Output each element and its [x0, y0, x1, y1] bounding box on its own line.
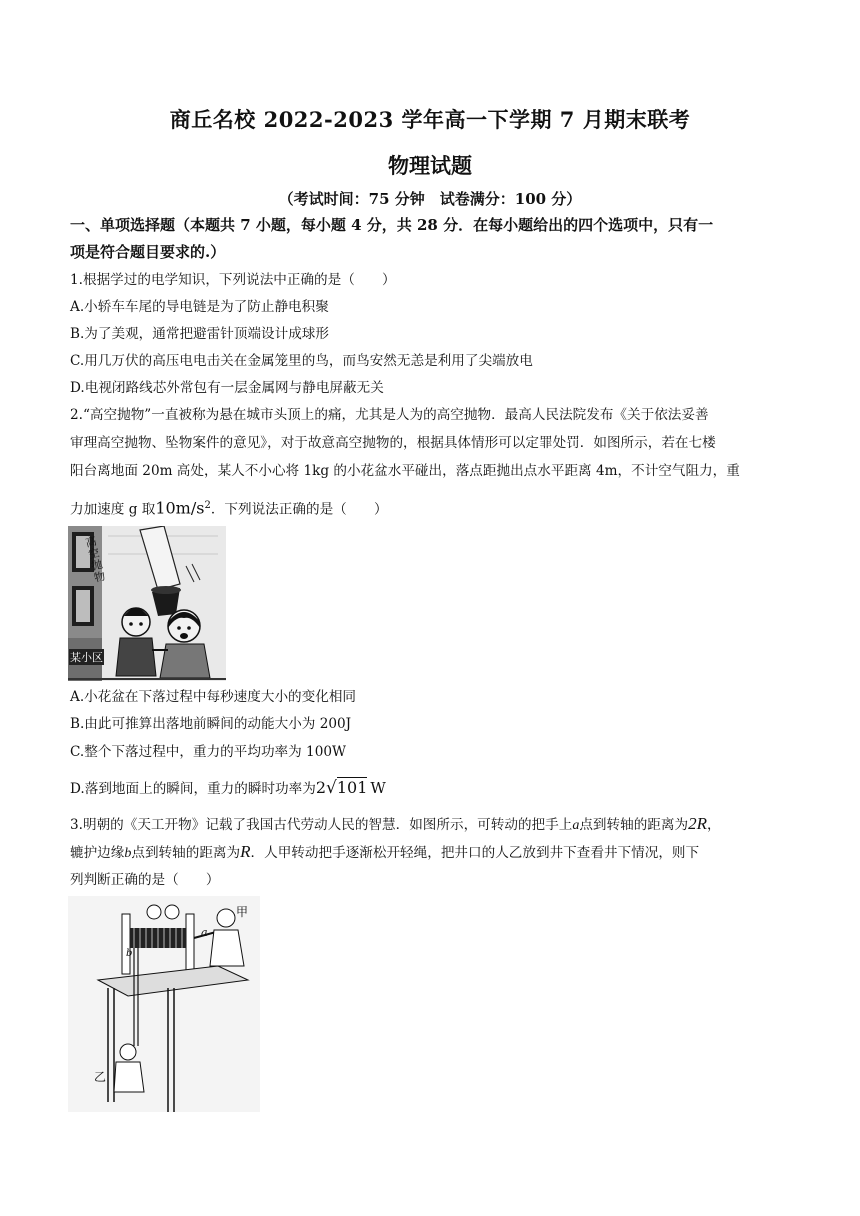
q2-option-d-radicand: 101: [336, 778, 368, 797]
exam-title: 商丘名校 2022-2023 学年高一下学期 7 月期末联考: [169, 107, 691, 132]
q3-point-b: b: [124, 846, 132, 861]
q2-figure-label: 某小区: [70, 651, 103, 664]
q2-stem-line4: [70, 497, 795, 519]
q2-stem-line3: 阳台离地面 20m 高处，某人不小心将 1kg 的小花盆水平碰出，落点距抛出点水平距离 4m，不计空气阻力，重: [70, 463, 740, 479]
section1-heading-line1: 一、单项选择题（本题共 7 小题，每小题 4 分，共 28 分．在每小题给出的四个选项中，只有一: [70, 216, 714, 234]
q3-stem-line2: [70, 843, 795, 863]
q2-option-d-text: D.落到地面上的瞬间，重力的瞬时功率为: [70, 781, 316, 797]
q3-stem-line2-mid: 点到转轴的距离为: [131, 845, 241, 861]
q3-stem-line2-pre: 辘护边缘: [70, 845, 125, 861]
q3-stem-line1: [70, 815, 795, 835]
q2-gravity-value: 10m/s: [155, 498, 205, 518]
q3-figure-label-jia: 甲: [236, 905, 249, 919]
q3-figure-label-yi: 乙: [94, 1070, 107, 1084]
q1-option-c: C.用几万伏的高压电电击关在金属笼里的鸟，而鸟安然无恙是利用了尖端放电: [70, 353, 533, 369]
q3-point-a: a: [572, 818, 580, 833]
q2-option-d-coefficient: 2: [315, 778, 327, 797]
q2-option-d: [70, 779, 795, 798]
q1-stem: 1.根据学过的电学知识，下列说法中正确的是（ ）: [70, 272, 396, 288]
q3-stem-line1-mid: 点到转轴的距离为: [579, 817, 689, 833]
q3-figure-label-a: a: [201, 926, 208, 939]
q1-option-d: D.电视闭路线芯外常包有一层金属网与静电屏蔽无关: [70, 380, 384, 396]
q3-distance-r: R: [240, 842, 251, 861]
exam-subtitle: 物理试题: [388, 153, 472, 178]
q3-figure-label-b: b: [126, 948, 133, 959]
q2-stem-line4-post: ．下列说法正确的是（ ）: [210, 501, 388, 518]
q1-option-b: B.为了美观，通常把避雷针顶端设计成球形: [70, 326, 329, 342]
q3-stem-line2-post: ．人甲转动把手逐渐松开轻绳，把井口的人乙放到井下查看井下情况，则下: [250, 845, 700, 861]
q2-option-a: A.小花盆在下落过程中每秒速度大小的变化相同: [70, 689, 357, 705]
q2-option-b: B.由此可推算出落地前瞬间的动能大小为 200J: [70, 716, 352, 732]
q3-stem-line3: 列判断正确的是（ ）: [70, 872, 220, 888]
q3-distance-2r: 2R: [688, 814, 707, 833]
q1-option-a: A.小轿车车尾的导电链是为了防止静电积聚: [70, 299, 329, 315]
sqrt-icon: √: [326, 778, 337, 798]
q2-stem-line4-pre: 力加速度 g 取: [70, 501, 156, 518]
section1-heading-line2: 项是符合题目要求的.）: [70, 243, 226, 261]
q3-stem-line1-pre: 3.明朝的《天工开物》记载了我国古代劳动人民的智慧．如图所示，可转动的把手上: [70, 817, 573, 833]
q2-figure-sign: 高空抛物: [84, 534, 107, 585]
q2-option-d-unit: W: [370, 779, 386, 797]
q3-stem-line1-post: ，: [706, 817, 721, 833]
q2-option-c: C.整个下落过程中，重力的平均功率为 100W: [70, 744, 346, 760]
q2-gravity-exponent: 2: [204, 500, 211, 511]
q2-stem-line1: 2.“高空抛物”一直被称为悬在城市头顶上的痛，尤其是人为的高空抛物．最高人民法院发布《关于依法妥善: [70, 407, 709, 423]
exam-info: （考试时间：75 分钟 试卷满分：100 分）: [278, 190, 582, 208]
q2-stem-line2: 审理高空抛物、坠物案件的意见》，对于故意高空抛物的，根据具体情形可以定罪处罚．如图所示，若在七楼: [70, 435, 716, 451]
